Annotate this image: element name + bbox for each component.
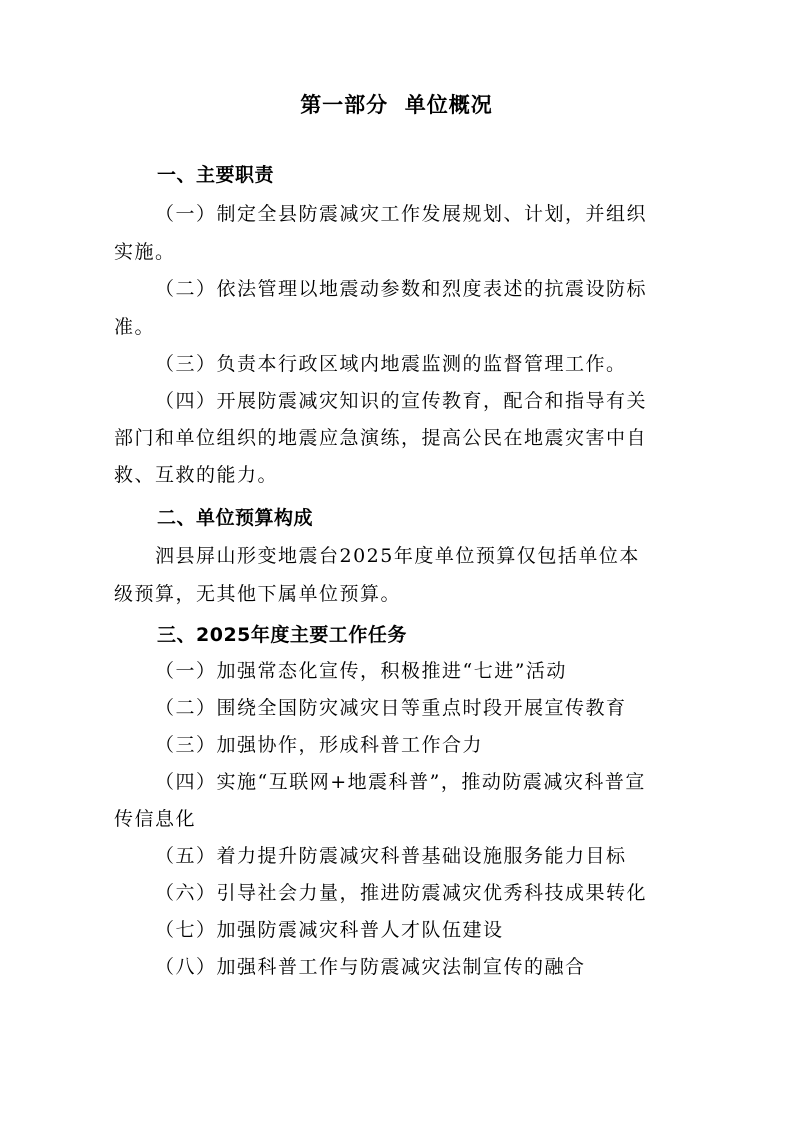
task-item-continuation: 传信息化 [114,808,197,830]
paragraph-line: （三）负责本行政区域内地震监测的监督管理工作。 [155,353,627,375]
task-item: （三）加强协作，形成科普工作合力 [155,734,484,756]
paragraph-line: 救、互救的能力。 [114,464,279,486]
task-item: （四）实施“互联网+地震科普”，推动防震减灾科普宣 [155,771,646,793]
task-item: （八）加强科普工作与防震减灾法制宣传的融合 [155,956,586,978]
paragraph-line: （一）制定全县防震减灾工作发展规划、计划，并组织 [155,203,648,225]
paragraph-line: 实施。 [114,241,176,263]
task-item: （七）加强防震减灾科普人才队伍建设 [155,919,504,941]
paragraph-line: （四）开展防震减灾知识的宣传教育，配合和指导有关 [155,390,648,412]
task-item: （二）围绕全国防灾减灾日等重点时段开展宣传教育 [155,697,627,719]
task-item: （一）加强常态化宣传，积极推进“七进”活动 [155,660,567,682]
page-title: 第一部分 单位概况 [300,93,493,117]
task-item: （六）引导社会力量，推进防震减灾优秀科技成果转化 [155,882,648,904]
section-heading-tasks: 三、2025年度主要工作任务 [157,624,407,646]
section-heading-duties: 一、主要职责 [157,164,275,186]
paragraph-line: 泗县屏山形变地震台2025年度单位预算仅包括单位本 [155,545,640,567]
task-item: （五）着力提升防震减灾科普基础设施服务能力目标 [155,845,627,867]
paragraph-line: 级预算，无其他下属单位预算。 [114,583,402,605]
section-heading-budget: 二、单位预算构成 [157,507,314,529]
paragraph-line: 部门和单位组织的地震应急演练，提高公民在地震灾害中自 [114,427,648,449]
paragraph-line: （二）依法管理以地震动参数和烈度表述的抗震设防标 [155,278,648,300]
paragraph-line: 准。 [114,316,156,338]
